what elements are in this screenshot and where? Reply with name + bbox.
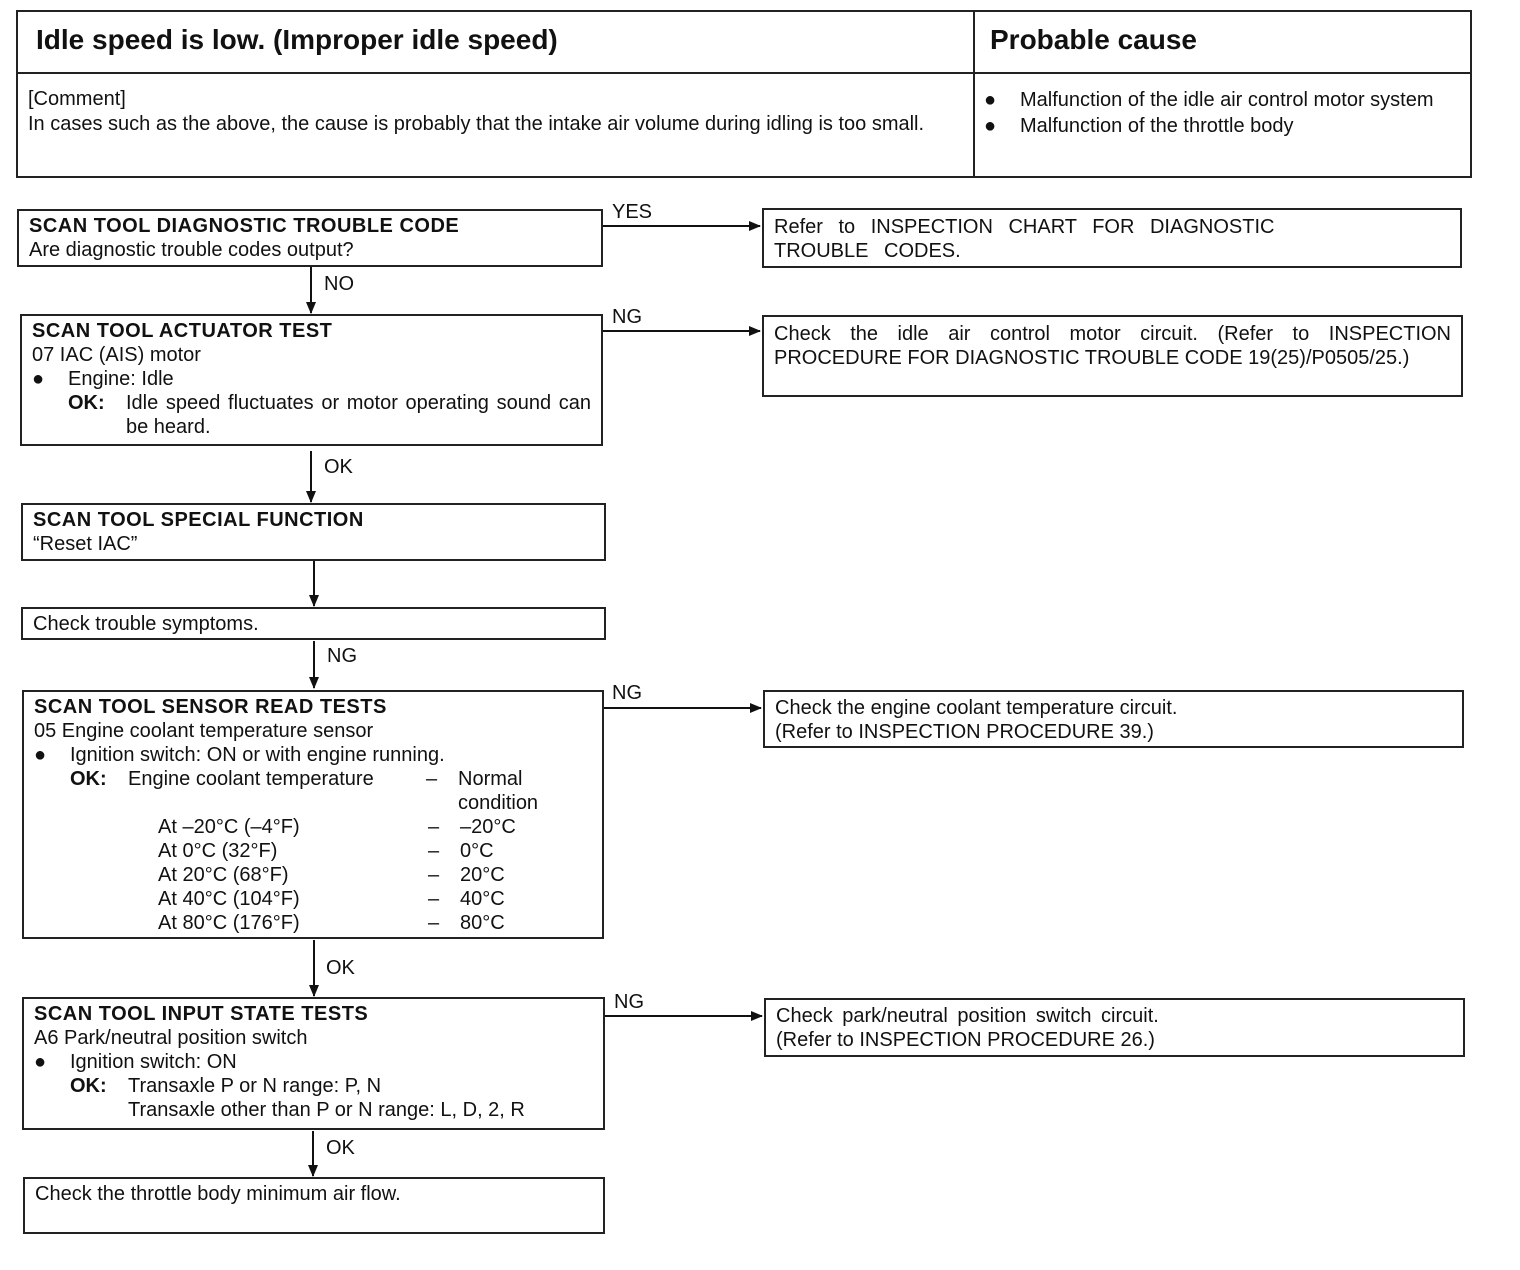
comment-label: [Comment] xyxy=(28,88,126,110)
temp-dash: – xyxy=(428,840,440,862)
label-ok-actuator: OK xyxy=(324,456,353,478)
ok-col2: Normal condition xyxy=(458,768,539,814)
temp-dash: – xyxy=(428,864,440,886)
probable-cause-title: Probable cause xyxy=(990,24,1197,55)
temp-dash: – xyxy=(428,816,440,838)
ok-col1: Engine coolant temperature xyxy=(128,768,374,790)
page-title: Idle speed is low. (Improper idle speed) xyxy=(36,24,558,55)
temperature-row xyxy=(158,863,592,887)
temp-val: –20°C xyxy=(460,816,516,838)
ok-text xyxy=(128,1074,525,1122)
label-ng-sensor: NG xyxy=(612,682,642,704)
step-throttle-box xyxy=(23,1177,605,1234)
temperature-table xyxy=(34,815,592,935)
step-special-line1: “Reset IAC” xyxy=(33,533,138,555)
condition-text: Ignition switch: ON or with engine running. xyxy=(70,744,445,766)
temp-val: 0°C xyxy=(460,840,494,862)
step-sensor-box xyxy=(22,690,604,939)
temp-at: At 20°C (68°F) xyxy=(158,864,289,886)
step-input-title: SCAN TOOL INPUT STATE TESTS xyxy=(34,1003,369,1025)
step-dtc-title: SCAN TOOL DIAGNOSTIC TROUBLE CODE xyxy=(29,215,460,237)
step-symptoms-text: Check trouble symptoms. xyxy=(33,613,259,635)
step-actuator-ok xyxy=(32,391,591,439)
step-special-box xyxy=(21,503,606,561)
temp-dash: – xyxy=(428,888,440,910)
bullet-icon: ● xyxy=(32,368,45,390)
comment-text: In cases such as the above, the cause is probably that the intake air volume during idling is too small. xyxy=(28,113,925,135)
bullet-icon: ● xyxy=(34,744,47,766)
cause-text: Malfunction of the idle air control motor system xyxy=(1020,89,1434,111)
label-ng-symptoms: NG xyxy=(327,645,357,667)
temp-at: At 40°C (104°F) xyxy=(158,888,300,910)
step-actuator-title: SCAN TOOL ACTUATOR TEST xyxy=(32,320,333,342)
bullet-icon: ● xyxy=(984,89,997,111)
condition-text: Engine: Idle xyxy=(68,368,174,390)
label-yes: YES xyxy=(612,201,653,223)
temp-at: At 0°C (32°F) xyxy=(158,840,278,862)
temp-val: 80°C xyxy=(460,912,505,934)
ok-line: Transaxle other than P or N range: L, D, 2, R xyxy=(128,1099,525,1121)
temp-dash: – xyxy=(428,912,440,934)
ok-label: OK: xyxy=(68,392,105,414)
temperature-row xyxy=(158,911,592,935)
step-sensor-condition xyxy=(34,743,592,767)
cause-text: Malfunction of the throttle body xyxy=(1020,115,1294,137)
step-actuator-line1: 07 IAC (AIS) motor xyxy=(32,344,201,366)
bullet-icon: ● xyxy=(984,115,997,137)
step-sensor-line1: 05 Engine coolant temperature sensor xyxy=(34,720,374,742)
temp-val: 40°C xyxy=(460,888,505,910)
step-sensor-ok xyxy=(34,767,592,815)
step-actuator-condition xyxy=(32,367,591,391)
temperature-row xyxy=(158,815,592,839)
step-throttle-text: Check the throttle body minimum air flow. xyxy=(35,1183,401,1205)
result-iac-circuit-text: Check the idle air control motor circuit. (Refer to INSPECTION PROCEDURE FOR DIAGNOSTIC TROUBLE CODE 19(25)/P0505/25.) xyxy=(774,323,1451,369)
label-ng-input: NG xyxy=(614,991,644,1013)
step-input-ok xyxy=(34,1074,593,1122)
result-iac-circuit-box xyxy=(762,315,1463,397)
step-symptoms-box xyxy=(21,607,606,640)
temperature-row xyxy=(158,839,592,863)
result-pn-switch-line2: (Refer to INSPECTION PROCEDURE 26.) xyxy=(776,1029,1155,1051)
step-dtc-box xyxy=(17,209,603,267)
result-pn-switch-line1: Check park/neutral position switch circuit. xyxy=(776,1005,1159,1027)
step-input-condition xyxy=(34,1050,593,1074)
label-ok-input: OK xyxy=(326,1137,355,1159)
bullet-icon: ● xyxy=(34,1051,47,1073)
ok-dash: – xyxy=(426,768,438,790)
step-actuator-box xyxy=(20,314,603,446)
temperature-row xyxy=(158,887,592,911)
temp-val: 20°C xyxy=(460,864,505,886)
ok-label: OK: xyxy=(70,768,107,790)
result-coolant-line1: Check the engine coolant temperature circuit. xyxy=(775,697,1178,719)
result-pn-switch-box xyxy=(764,998,1465,1057)
ok-label: OK: xyxy=(70,1075,107,1097)
result-dtc-chart-text: Refer to INSPECTION CHART FOR DIAGNOSTIC TROUBLE CODES. xyxy=(774,216,1275,262)
condition-text: Ignition switch: ON xyxy=(70,1051,237,1073)
result-coolant-line2: (Refer to INSPECTION PROCEDURE 39.) xyxy=(775,721,1154,743)
label-ng-actuator: NG xyxy=(612,306,642,328)
label-no: NO xyxy=(324,273,354,295)
ok-text: Idle speed fluctuates or motor operating sound can be heard. xyxy=(126,392,591,438)
temp-at: At –20°C (–4°F) xyxy=(158,816,300,838)
result-dtc-chart-box xyxy=(762,208,1462,268)
step-input-line1: A6 Park/neutral position switch xyxy=(34,1027,308,1049)
temp-at: At 80°C (176°F) xyxy=(158,912,300,934)
step-input-box xyxy=(22,997,605,1130)
step-dtc-question: Are diagnostic trouble codes output? xyxy=(29,239,354,261)
step-special-title: SCAN TOOL SPECIAL FUNCTION xyxy=(33,509,364,531)
result-coolant-box xyxy=(763,690,1464,748)
step-sensor-title: SCAN TOOL SENSOR READ TESTS xyxy=(34,696,387,718)
ok-line: Transaxle P or N range: P, N xyxy=(128,1075,382,1097)
label-ok-sensor: OK xyxy=(326,957,355,979)
